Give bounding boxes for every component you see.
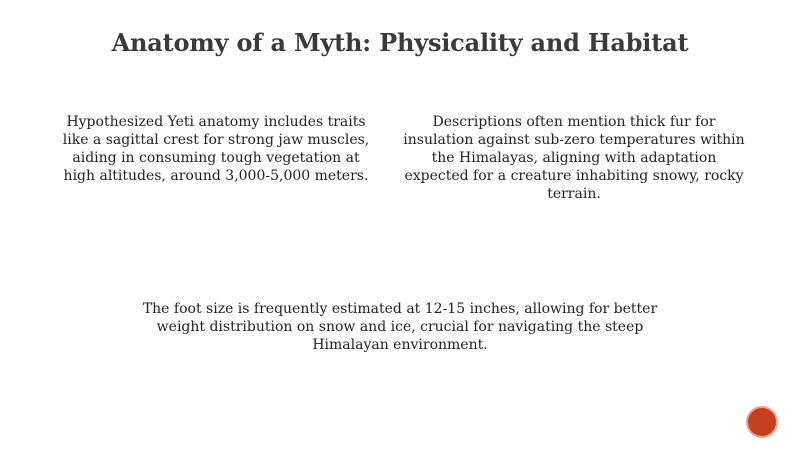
paragraph-fur: Descriptions often mention thick fur for insulation against sub-zero temperatures within the Himalayas, aligning with adaptation expected for a creature inhabiting snowy, rocky terrain. xyxy=(403,114,745,202)
slide-title: Anatomy of a Myth: Physicality and Habitat xyxy=(111,28,689,57)
paragraph-foot-size: The foot size is frequently estimated at 12-15 inches, allowing for better weight distribution on snow and ice, crucial for navigating the steep Himalayan environment. xyxy=(142,301,658,353)
paragraph-anatomy: Hypothesized Yeti anatomy includes traits like a sagittal crest for strong jaw muscles, aiding in consuming tough vegetation at high altitudes, around 3,000-5,000 meters. xyxy=(62,114,370,184)
circle-button-icon[interactable] xyxy=(748,408,776,436)
